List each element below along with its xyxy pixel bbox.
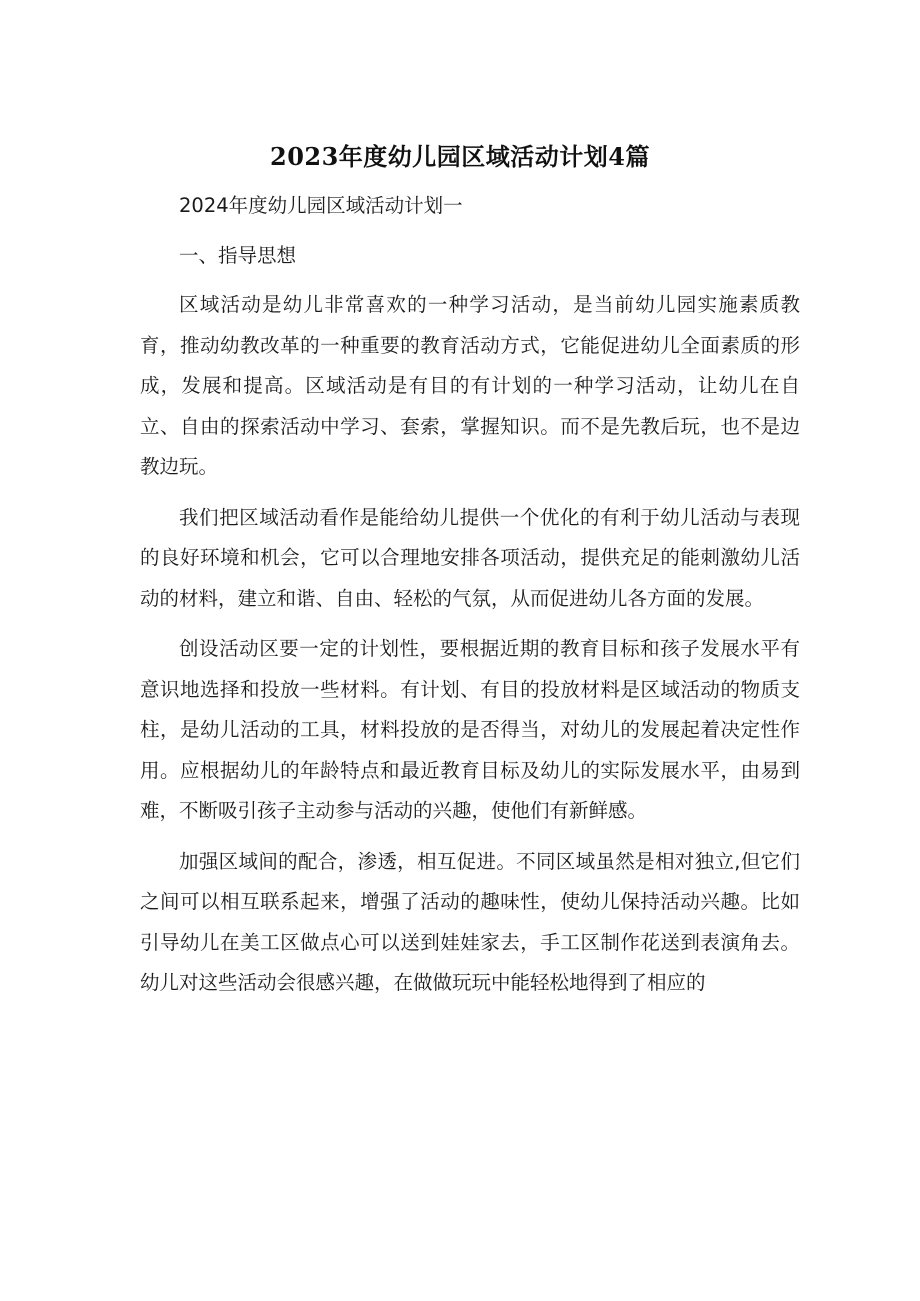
document-subtitle: 2024年度幼儿园区域活动计划一 xyxy=(179,194,463,217)
paragraph-2: 我们把区域活动看作是能给幼儿提供一个优化的有利于幼儿活动与表现的良好环境和机会，它可以合理地安排各项活动，提供充足的能刺激幼儿活动的材料，建立和谐、自由、轻松的气氛，从而促进幼儿各方面的发展。 xyxy=(140,505,800,610)
paragraph-1: 区域活动是幼儿非常喜欢的一种学习活动，是当前幼儿园实施素质教育，推动幼教改革的一种重要的教育活动方式，它能促进幼儿全面素质的形成，发展和提高。区域活动是有目的有计划的一种学习活动，让幼儿在自立、自由的探索活动中学习、套索，掌握知识。而不是先教后玩，也不是边教边玩。 xyxy=(140,293,800,478)
section-heading: 一、指导思想 xyxy=(179,243,297,267)
document-body xyxy=(140,186,800,1014)
document-title: 2023年度幼儿园区域活动计划4篇 xyxy=(270,142,650,171)
paragraph-4: 加强区域间的配合，渗透，相互促进。不同区域虽然是相对独立,但它们之间可以相互联系起来，增强了活动的趣味性，使幼儿保持活动兴趣。比如引导幼儿在美工区做点心可以送到娃娃家去，手工区制作花送到表演角去。幼儿对这些活动会很感兴趣，在做做玩玩中能轻松地得到了相应的 xyxy=(140,849,800,994)
paragraph-3: 创设活动区要一定的计划性，要根据近期的教育目标和孩子发展水平有意识地选择和投放一些材料。有计划、有目的投放材料是区域活动的物质支柱，是幼儿活动的工具，材料投放的是否得当，对幼儿的发展起着决定性作用。应根据幼儿的年龄特点和最近教育目标及幼儿的实际发展水平，由易到难，不断吸引孩子主动参与活动的兴趣，使他们有新鲜感。 xyxy=(140,637,800,822)
